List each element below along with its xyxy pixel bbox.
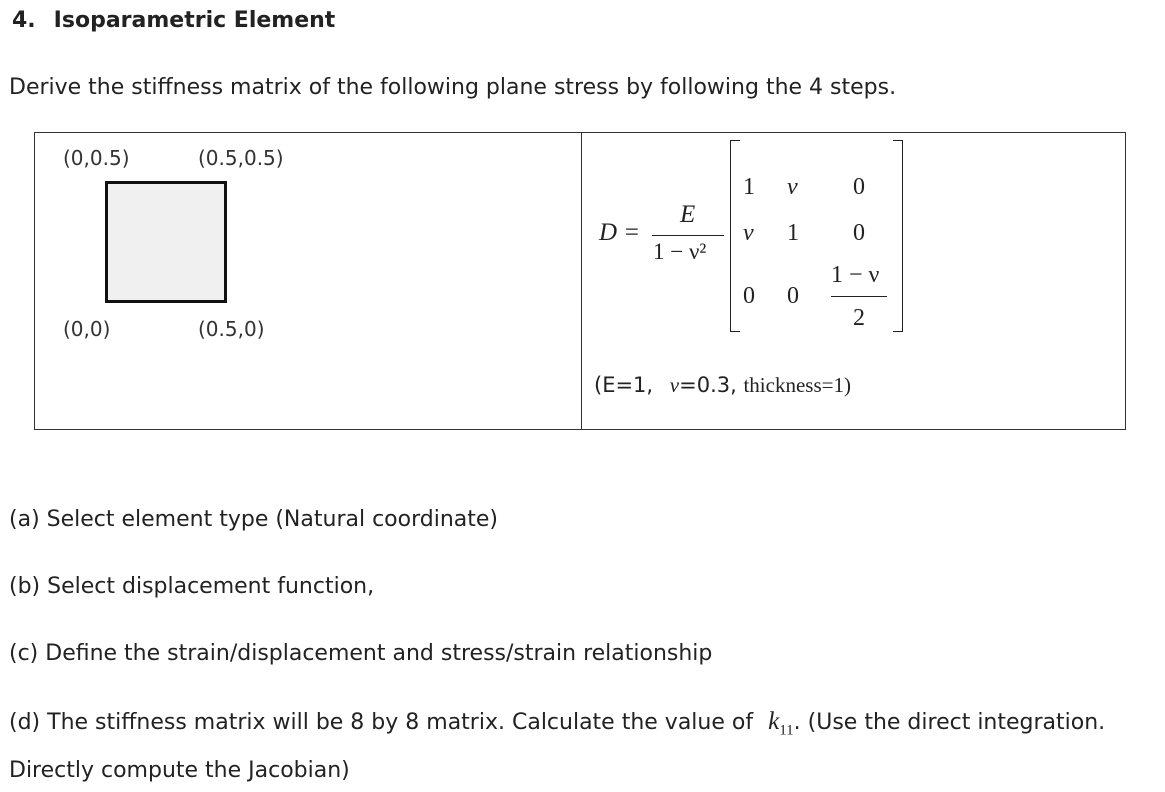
matrix-numerator: E	[680, 201, 696, 228]
matrix-cell-r3c3-bar	[831, 296, 887, 297]
matrix-cell-r1c1: 1	[743, 174, 755, 200]
matrix-lhs: D =	[599, 219, 641, 246]
question-d-suffix: . (Use the direct integration.	[793, 710, 1106, 735]
matrix-cell-r1c3: 0	[853, 174, 865, 200]
problem-statement: Derive the stiffness matrix of the following plane stress by following the 4 steps.	[9, 75, 897, 100]
matrix-cell-r3c3-numerator: 1 − ν	[831, 262, 880, 288]
matrix-cell-r2c1: ν	[743, 220, 754, 246]
section-heading	[12, 8, 335, 33]
k-symbol: k	[768, 708, 780, 735]
section-number: 4.	[12, 8, 36, 33]
matrix-cell-r1c2: ν	[787, 174, 798, 200]
question-c: (c) Define the strain/displacement and stress/strain relationship	[9, 641, 713, 666]
param-e: (E=1,	[594, 373, 654, 397]
coord-bottom-right: (0.5,0)	[198, 317, 265, 341]
coord-top-right: (0.5,0.5)	[198, 146, 284, 170]
param-nu-symbol: ν	[669, 373, 680, 397]
question-d-text: (d) The stiffness matrix will be 8 by 8 matrix. Calculate the value of	[9, 710, 754, 735]
right-bracket	[893, 140, 903, 332]
matrix-cell-r3c2: 0	[787, 283, 799, 309]
matrix-denominator: 1 − ν²	[653, 239, 707, 264]
question-b: (b) Select displacement function,	[9, 574, 375, 599]
question-a: (a) Select element type (Natural coordinate)	[9, 507, 498, 532]
coord-top-left: (0,0.5)	[63, 146, 130, 170]
problem-figure-table	[34, 132, 1126, 430]
matrix-cell-r3c1: 0	[743, 283, 755, 309]
coord-bottom-left: (0,0)	[63, 317, 111, 341]
k-subscript: 11	[779, 722, 794, 739]
matrix-fraction-bar	[652, 235, 724, 236]
question-d	[9, 708, 1105, 739]
matrix-cell-r2c2: 1	[787, 220, 799, 246]
matrix-cell-r2c3: 0	[853, 220, 865, 246]
left-bracket	[730, 140, 740, 332]
material-parameters	[594, 373, 851, 398]
question-d-continued: Directly compute the Jacobian)	[9, 758, 350, 783]
section-title: Isoparametric Element	[53, 8, 336, 33]
element-square	[105, 181, 227, 303]
param-nu-value: =0.3,	[679, 373, 737, 397]
table-divider	[581, 133, 582, 429]
param-thickness: thickness=1)	[743, 373, 851, 397]
matrix-cell-r3c3-denominator: 2	[853, 305, 865, 331]
